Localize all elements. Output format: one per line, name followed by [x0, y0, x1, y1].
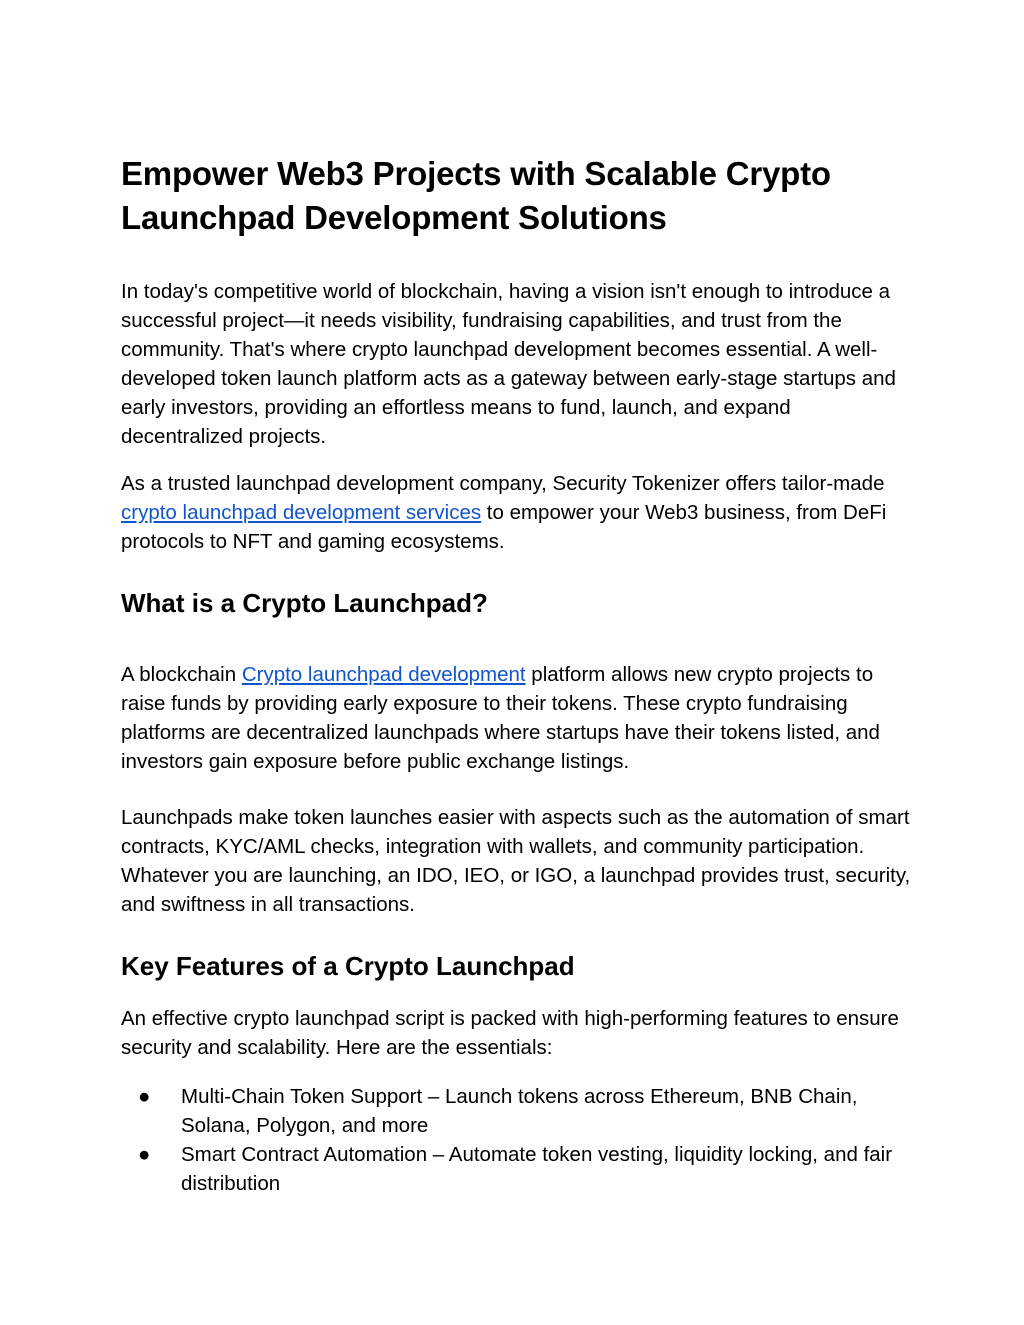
intro-paragraph-1: In today's competitive world of blockchain, having a vision isn't enough to introduce a successful project—it needs visibility, fundraising capabilities, and trust from the community. That's where crypto launchpad development becomes essential. A well-developed token launch platform acts as a gateway between early-stage startups and early investors, providing an effortless means to fund, launch, and expand decentralized projects. — [121, 280, 896, 448]
bullet-icon: ● — [138, 1143, 151, 1166]
intro-paragraph-2-text-after: to empower your Web3 business, from DeFi protocols to NFT and gaming ecosystems. — [121, 501, 887, 553]
bullet-icon: ● — [138, 1085, 151, 1108]
what-is-paragraph-1-text-after: platform allows new crypto projects to raise funds by providing early exposure to their tokens. These crypto fundraising platforms are decentralized launchpads where startups have their tokens listed, and investors gain exposure before public exchange listings. — [121, 663, 880, 773]
section-heading-key-features: Key Features of a Crypto Launchpad — [121, 951, 575, 981]
launchpad-development-link[interactable]: Crypto launchpad development — [241, 663, 526, 686]
section-heading-what-is: What is a Crypto Launchpad? — [121, 588, 488, 618]
intro-paragraph-2-text-before: As a trusted launchpad development company, Security Tokenizer offers tailor-made — [121, 472, 885, 495]
what-is-paragraph-1-text-before: A blockchain — [121, 663, 242, 686]
launchpad-services-link[interactable]: crypto launchpad development services — [121, 501, 482, 524]
list-item — [121, 1082, 911, 1140]
list-item-text: Multi-Chain Token Support – Launch tokens across Ethereum, BNB Chain, Solana, Polygon, and more — [181, 1085, 858, 1137]
list-item — [121, 1140, 911, 1198]
list-item-text: Smart Contract Automation – Automate token vesting, liquidity locking, and fair distribution — [181, 1143, 893, 1195]
page-title: Empower Web3 Projects with Scalable Crypto Launchpad Development Solutions — [121, 155, 831, 236]
key-features-intro: An effective crypto launchpad script is packed with high-performing features to ensure security and scalability. Here are the essentials: — [121, 1007, 899, 1059]
what-is-paragraph-1 — [121, 660, 911, 776]
what-is-paragraph-2: Launchpads make token launches easier with aspects such as the automation of smart contracts, KYC/AML checks, integration with wallets, and community participation. Whatever you are launching, an IDO, IEO, or IGO, a launchpad provides trust, security, and swiftness in all transactions. — [121, 806, 911, 916]
features-list — [121, 1082, 911, 1198]
intro-paragraph-2 — [121, 469, 911, 556]
